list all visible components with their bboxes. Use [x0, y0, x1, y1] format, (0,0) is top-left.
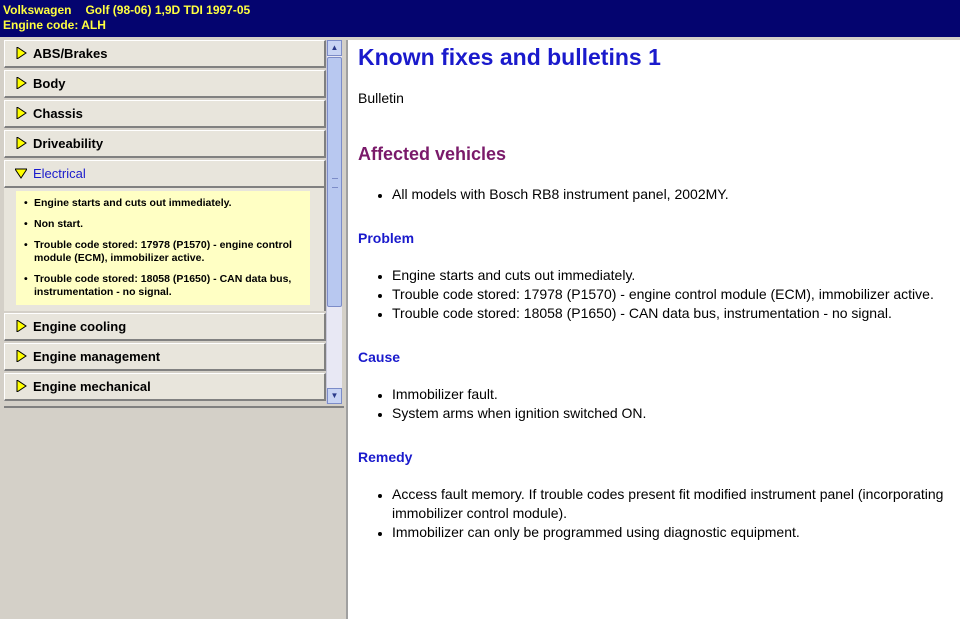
cause-heading: Cause — [358, 349, 401, 365]
symptom-item[interactable]: • Trouble code stored: 18058 (P1650) - CAN data bus, instrumentation - no signal. — [24, 273, 302, 299]
category-label: Engine cooling — [33, 319, 127, 334]
category-label: ABS/Brakes — [33, 46, 108, 61]
app-header — [0, 0, 960, 37]
left-panel — [2, 40, 344, 619]
problem-heading: Problem — [358, 230, 415, 246]
symptom-item[interactable]: • Engine starts and cuts out immediately. — [24, 197, 302, 210]
bulletin-content — [346, 40, 960, 619]
remedy-heading: Remedy — [358, 449, 413, 465]
category-engine-mechanical[interactable] — [4, 373, 326, 401]
category-label: Engine mechanical — [33, 379, 151, 394]
category-tree — [4, 40, 326, 404]
scroll-down-button[interactable]: ▼ — [327, 388, 342, 404]
category-label: Engine management — [33, 349, 161, 364]
category-abs-brakes[interactable] — [4, 40, 326, 68]
scroll-up-button[interactable]: ▲ — [327, 40, 342, 56]
symptom-item[interactable]: • Trouble code stored: 17978 (P1570) - engine control module (ECM), immobilizer active. — [24, 239, 302, 265]
category-label: Driveability — [33, 136, 104, 151]
vehicle-model: Golf (98-06) 1,9D TDI 1997-05 — [85, 3, 251, 17]
arrow-right-icon — [15, 47, 27, 59]
arrow-right-icon — [15, 350, 27, 362]
list-item: • Access fault memory. If trouble codes present fit modified instrument panel (incorporating immobilizer control module). — [392, 485, 960, 523]
category-body[interactable] — [4, 70, 326, 98]
category-engine-cooling[interactable] — [4, 313, 326, 341]
symptom-item[interactable]: • Non start. — [24, 218, 302, 231]
engine-code: Engine code: ALH — [3, 18, 106, 32]
category-label: Body — [33, 76, 66, 91]
category-chassis[interactable] — [4, 100, 326, 128]
affected-vehicles-list — [358, 185, 960, 204]
category-label: Chassis — [33, 106, 83, 121]
list-item: • Trouble code stored: 18058 (P1650) - CAN data bus, instrumentation - no signal. — [392, 304, 960, 323]
category-label: Electrical — [33, 166, 86, 181]
category-driveability[interactable] — [4, 130, 326, 158]
vehicle-make: Volkswagen — [3, 3, 72, 17]
list-item: • Trouble code stored: 17978 (P1570) - engine control module (ECM), immobilizer active. — [392, 285, 960, 304]
category-engine-management[interactable] — [4, 343, 326, 371]
lower-empty-panel — [4, 406, 344, 619]
page-title: Known fixes and bulletins 1 — [358, 44, 661, 70]
tree-scrollbar[interactable] — [326, 40, 342, 404]
document-type: Bulletin — [358, 90, 404, 106]
arrow-right-icon — [15, 380, 27, 392]
list-item: • System arms when ignition switched ON. — [392, 404, 960, 423]
symptom-note — [16, 191, 310, 305]
vehicle-line — [3, 3, 960, 18]
list-item: • Immobilizer can only be programmed using diagnostic equipment. — [392, 523, 960, 542]
arrow-right-icon — [15, 137, 27, 149]
problem-list — [358, 266, 960, 323]
arrow-right-icon — [15, 320, 27, 332]
list-item: • All models with Bosch RB8 instrument panel, 2002MY. — [392, 185, 960, 204]
list-item: • Engine starts and cuts out immediately. — [392, 266, 960, 285]
category-electrical[interactable] — [4, 160, 326, 188]
grip-icon — [332, 178, 338, 188]
arrow-down-icon — [15, 167, 27, 179]
cause-list — [358, 385, 960, 423]
remedy-list — [358, 485, 960, 542]
electrical-expanded-panel — [4, 188, 326, 311]
arrow-right-icon — [15, 77, 27, 89]
affected-vehicles-heading: Affected vehicles — [358, 144, 507, 164]
scroll-thumb[interactable] — [327, 57, 342, 307]
symptom-list — [24, 197, 302, 299]
list-item: • Immobilizer fault. — [392, 385, 960, 404]
arrow-right-icon — [15, 107, 27, 119]
